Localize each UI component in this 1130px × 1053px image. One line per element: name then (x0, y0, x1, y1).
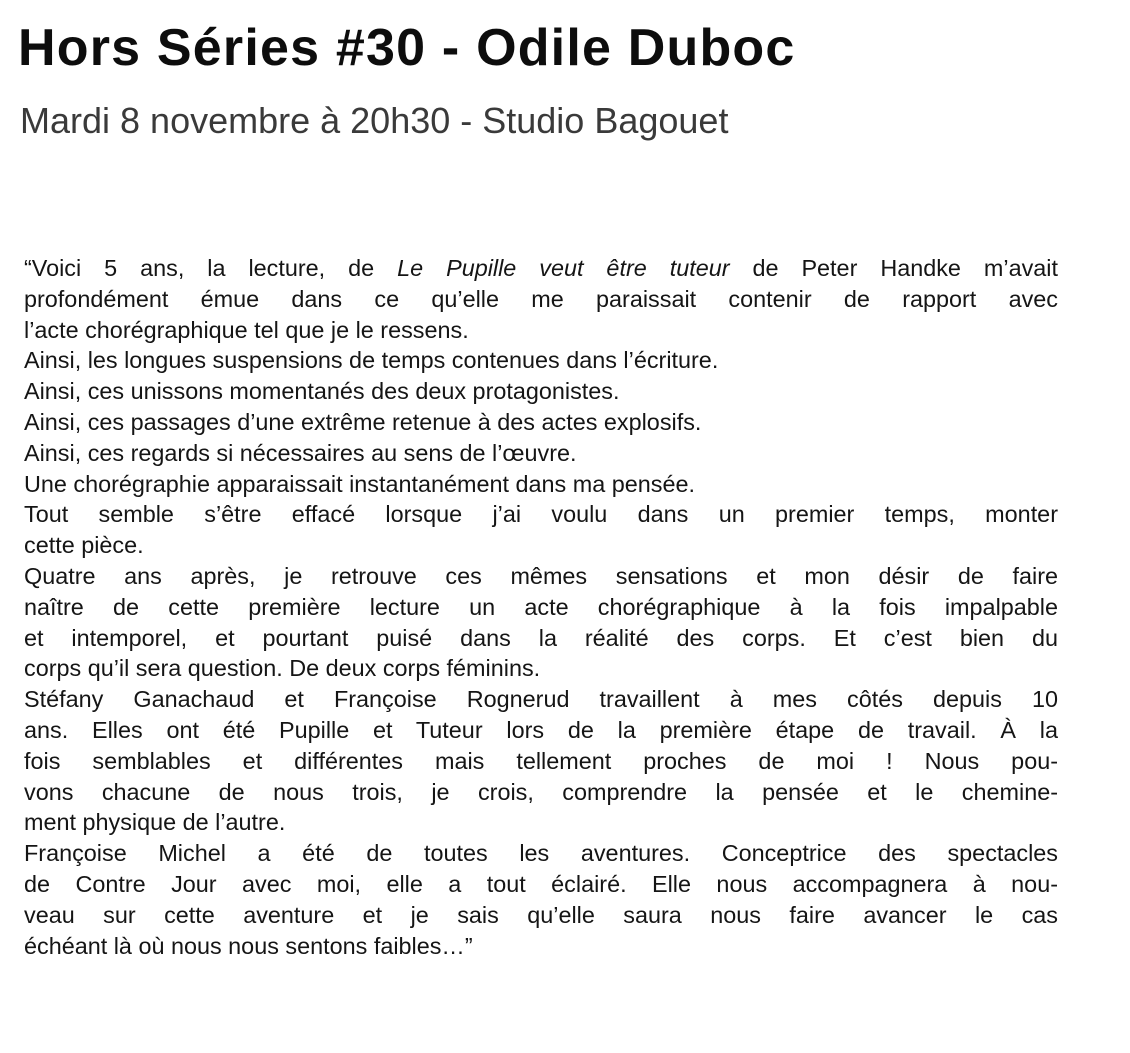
quote-line: cette pièce. (24, 532, 144, 559)
quote-line: veau sur cette aventure et je sais qu’elle saura nous faire avancer le cas (24, 901, 1058, 928)
quote-line: Ainsi, ces unissons momentanés des deux protagonistes. (24, 378, 620, 405)
quote-line: Ainsi, ces passages d’une extrême retenue à des actes explosifs. (24, 408, 702, 435)
quote-line: profondément émue dans ce qu’elle me paraissait contenir de rapport avec (24, 285, 1058, 312)
quote-line-end: de Peter Handke m’avait (729, 255, 1058, 281)
quote-body (24, 253, 1058, 961)
event-subtitle: Mardi 8 novembre à 20h30 - Studio Bagouet (20, 100, 729, 141)
quote-line: l’acte chorégraphique tel que je le ressens. (24, 316, 469, 343)
book-title: Le Pupille veut être tuteur (397, 255, 730, 281)
quote-line (24, 253, 1058, 284)
quote-line: ment physique de l’autre. (24, 809, 286, 836)
quote-line: ans. Elles ont été Pupille et Tuteur lors de la première étape de travail. À la (24, 716, 1058, 743)
quote-line: et intemporel, et pourtant puisé dans la réalité des corps. Et c’est bien du (24, 624, 1058, 651)
quote-line: Ainsi, les longues suspensions de temps contenues dans l’écriture. (24, 347, 719, 374)
quote-line: Ainsi, ces regards si nécessaires au sens de l’œuvre. (24, 439, 577, 466)
quote-line: Une chorégraphie apparaissait instantanément dans ma pensée. (24, 470, 695, 497)
quote-line: Stéfany Ganachaud et Françoise Rognerud travaillent à mes côtés depuis 10 (24, 686, 1058, 713)
quote-line: échéant là où nous nous sentons faibles…” (24, 932, 473, 959)
quote-line: Quatre ans après, je retrouve ces mêmes sensations et mon désir de faire (24, 562, 1058, 589)
quote-line: Tout semble s’être effacé lorsque j’ai voulu dans un premier temps, monter (24, 501, 1058, 528)
quote-line: corps qu’il sera question. De deux corps féminins. (24, 655, 541, 682)
page-title: Hors Séries #30 - Odile Duboc (18, 19, 796, 77)
quote-line: naître de cette première lecture un acte chorégraphique à la fois impalpable (24, 593, 1058, 620)
quote-line: vons chacune de nous trois, je crois, comprendre la pensée et le chemine- (24, 778, 1058, 805)
quote-line: Françoise Michel a été de toutes les aventures. Conceptrice des spectacles (24, 840, 1058, 867)
quote-line: de Contre Jour avec moi, elle a tout éclairé. Elle nous accompagnera à nou- (24, 870, 1058, 897)
quote-line: fois semblables et différentes mais tellement proches de moi ! Nous pou- (24, 747, 1058, 774)
quote-line-start: “Voici 5 ans, la lecture, de (24, 255, 398, 281)
